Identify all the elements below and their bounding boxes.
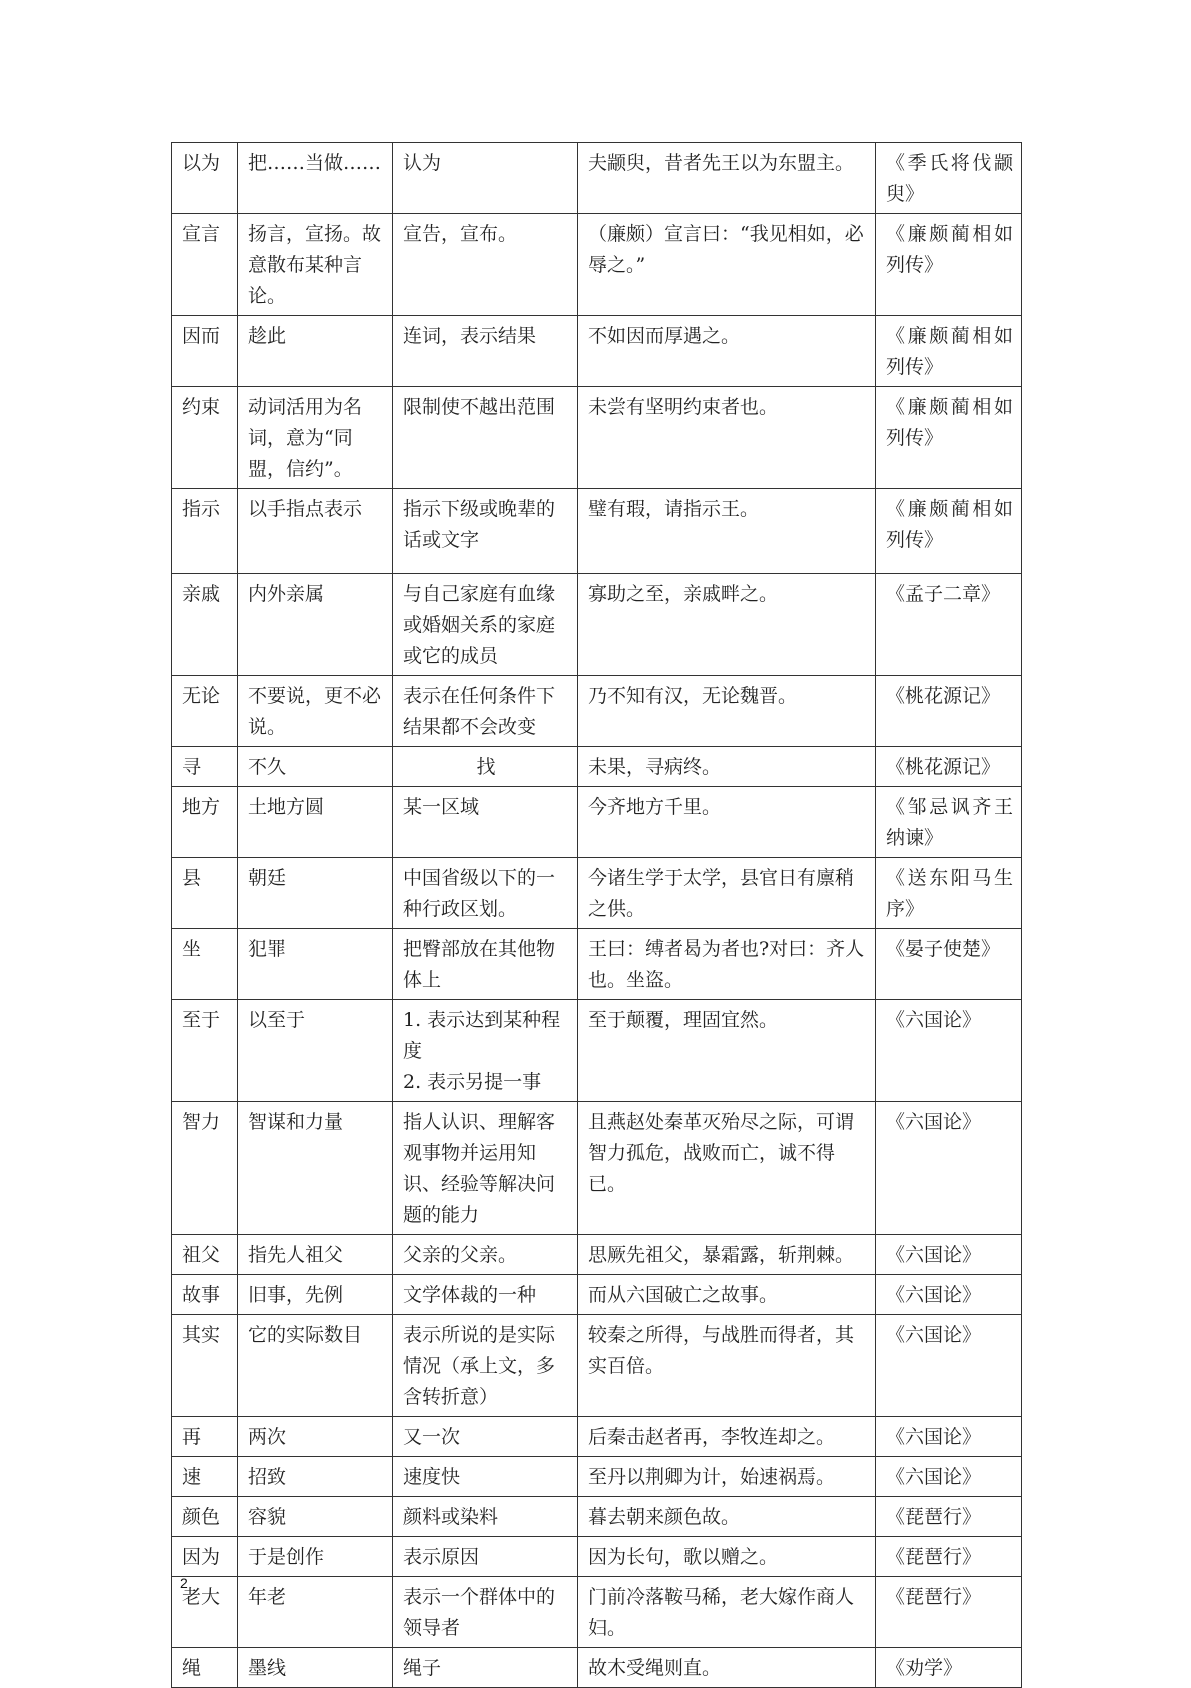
ancient-meaning-cell: 犯罪: [238, 929, 393, 1000]
ancient-meaning-cell: 智谋和力量: [238, 1102, 393, 1235]
ancient-meaning-cell: 容貌: [238, 1497, 393, 1537]
table-row: [172, 1275, 1022, 1315]
source-cell: 《廉颇蔺相如列传》: [876, 316, 1022, 387]
example-sentence-cell: 后秦击赵者再，李牧连却之。: [578, 1417, 876, 1457]
example-sentence-cell: 未果，寻病终。: [578, 747, 876, 787]
example-sentence-cell: 璧有瑕，请指示王。: [578, 489, 876, 574]
example-sentence-cell: 不如因而厚遇之。: [578, 316, 876, 387]
source-cell: 《六国论》: [876, 1417, 1022, 1457]
modern-meaning-cell: 颜料或染料: [393, 1497, 578, 1537]
table-row: [172, 1315, 1022, 1417]
modern-meaning-cell: 绳子: [393, 1648, 578, 1688]
word-cell: 速: [172, 1457, 238, 1497]
modern-meaning-item: 1. 表示达到某种程度: [403, 1009, 561, 1062]
source-cell: 《六国论》: [876, 1000, 1022, 1102]
word-cell: 坐: [172, 929, 238, 1000]
example-sentence-cell: 寡助之至，亲戚畔之。: [578, 574, 876, 676]
word-cell: 县: [172, 858, 238, 929]
table-row: [172, 1235, 1022, 1275]
word-cell: 指示: [172, 489, 238, 574]
word-cell: 祖父: [172, 1235, 238, 1275]
table-row: [172, 1537, 1022, 1577]
example-sentence-cell: （廉颇）宣言曰：“我见相如，必辱之。”: [578, 214, 876, 316]
table-row: [172, 1000, 1022, 1102]
ancient-meaning-cell: 墨线: [238, 1648, 393, 1688]
table-row: [172, 214, 1022, 316]
table-row: [172, 316, 1022, 387]
word-cell: 故事: [172, 1275, 238, 1315]
example-sentence-cell: 较秦之所得，与战胜而得者，其实百倍。: [578, 1315, 876, 1417]
example-sentence-cell: 王曰：缚者曷为者也?对曰：齐人也。坐盗。: [578, 929, 876, 1000]
example-sentence-cell: 故木受绳则直。: [578, 1648, 876, 1688]
example-sentence-cell: 至丹以荆卿为计，始速祸焉。: [578, 1457, 876, 1497]
example-sentence-cell: 而从六国破亡之故事。: [578, 1275, 876, 1315]
modern-meaning-cell: 表示在任何条件下结果都不会改变: [393, 676, 578, 747]
modern-meaning-cell: 与自己家庭有血缘或婚姻关系的家庭或它的成员: [393, 574, 578, 676]
modern-meaning-cell: 表示所说的是实际情况（承上文，多含转折意）: [393, 1315, 578, 1417]
modern-meaning-cell: 连词，表示结果: [393, 316, 578, 387]
source-cell: 《桃花源记》: [876, 676, 1022, 747]
example-sentence-cell: 暮去朝来颜色故。: [578, 1497, 876, 1537]
example-sentence-cell: 未尝有坚明约束者也。: [578, 387, 876, 489]
source-cell: 《琵琶行》: [876, 1497, 1022, 1537]
table-row: [172, 1648, 1022, 1688]
modern-meaning-cell: 文学体裁的一种: [393, 1275, 578, 1315]
word-cell: 再: [172, 1417, 238, 1457]
ancient-meaning-cell: 年老: [238, 1577, 393, 1648]
source-cell: 《廉颇蔺相如列传》: [876, 214, 1022, 316]
ancient-meaning-cell: 指先人祖父: [238, 1235, 393, 1275]
table-row: [172, 574, 1022, 676]
word-cell: 至于: [172, 1000, 238, 1102]
source-cell: 《六国论》: [876, 1275, 1022, 1315]
source-cell: 《六国论》: [876, 1457, 1022, 1497]
source-cell: 《送东阳马生序》: [876, 858, 1022, 929]
example-sentence-cell: 今齐地方千里。: [578, 787, 876, 858]
example-sentence-cell: 乃不知有汉，无论魏晋。: [578, 676, 876, 747]
table-row: [172, 1457, 1022, 1497]
ancient-meaning-cell: 于是创作: [238, 1537, 393, 1577]
word-cell: 宣言: [172, 214, 238, 316]
table-row: [172, 1417, 1022, 1457]
word-cell: 因为: [172, 1537, 238, 1577]
ancient-meaning-cell: 旧事，先例: [238, 1275, 393, 1315]
ancient-meaning-cell: 土地方圆: [238, 787, 393, 858]
source-cell: 《桃花源记》: [876, 747, 1022, 787]
modern-meaning-cell: 找: [393, 747, 578, 787]
modern-meaning-cell: [393, 1000, 578, 1102]
word-cell: 绳: [172, 1648, 238, 1688]
modern-meaning-cell: 中国省级以下的一种行政区划。: [393, 858, 578, 929]
ancient-meaning-cell: 不久: [238, 747, 393, 787]
ancient-meaning-cell: 以手指点表示: [238, 489, 393, 574]
modern-meaning-cell: 表示一个群体中的领导者: [393, 1577, 578, 1648]
source-cell: 《廉颇蔺相如列传》: [876, 387, 1022, 489]
source-cell: 《廉颇蔺相如列传》: [876, 489, 1022, 574]
source-cell: 《邹忌讽齐王纳谏》: [876, 787, 1022, 858]
ancient-meaning-cell: 内外亲属: [238, 574, 393, 676]
source-cell: 《琵琶行》: [876, 1577, 1022, 1648]
word-cell: 约束: [172, 387, 238, 489]
modern-meaning-cell: 某一区域: [393, 787, 578, 858]
modern-meaning-cell: 父亲的父亲。: [393, 1235, 578, 1275]
ancient-meaning-cell: 动词活用为名词，意为“同盟，信约”。: [238, 387, 393, 489]
modern-meaning-cell: 又一次: [393, 1417, 578, 1457]
ancient-meaning-cell: 两次: [238, 1417, 393, 1457]
ancient-meaning-cell: 不要说，更不必说。: [238, 676, 393, 747]
word-cell: 智力: [172, 1102, 238, 1235]
word-cell: 以为: [172, 143, 238, 214]
table-row: [172, 1102, 1022, 1235]
source-cell: 《季氏将伐颛臾》: [876, 143, 1022, 214]
table-row: [172, 929, 1022, 1000]
modern-meaning-cell: 速度快: [393, 1457, 578, 1497]
modern-meaning-cell: 限制使不越出范围: [393, 387, 578, 489]
word-cell: 亲戚: [172, 574, 238, 676]
source-cell: 《晏子使楚》: [876, 929, 1022, 1000]
modern-meaning-cell: 指示下级或晚辈的话或文字: [393, 489, 578, 574]
table-row: [172, 143, 1022, 214]
source-cell: 《六国论》: [876, 1235, 1022, 1275]
modern-meaning-item: 2. 表示另提一事: [403, 1071, 542, 1093]
source-cell: 《六国论》: [876, 1315, 1022, 1417]
ancient-meaning-cell: 趁此: [238, 316, 393, 387]
modern-meaning-cell: 宣告，宣布。: [393, 214, 578, 316]
ancient-meaning-cell: 扬言，宣扬。故意散布某种言论。: [238, 214, 393, 316]
table-row: [172, 747, 1022, 787]
example-sentence-cell: 今诸生学于太学，县官日有廪稍之供。: [578, 858, 876, 929]
source-cell: 《琵琶行》: [876, 1537, 1022, 1577]
word-cell: 颜色: [172, 1497, 238, 1537]
ancient-meaning-cell: 招致: [238, 1457, 393, 1497]
vocabulary-table: [171, 142, 1022, 1688]
word-cell: 老大: [172, 1577, 238, 1648]
word-cell: 寻: [172, 747, 238, 787]
modern-meaning-cell: 把臀部放在其他物体上: [393, 929, 578, 1000]
word-cell: 地方: [172, 787, 238, 858]
ancient-meaning-cell: 它的实际数目: [238, 1315, 393, 1417]
source-cell: 《六国论》: [876, 1102, 1022, 1235]
table-row: [172, 858, 1022, 929]
word-cell: 其实: [172, 1315, 238, 1417]
table-row: [172, 1577, 1022, 1648]
modern-meaning-cell: 认为: [393, 143, 578, 214]
table-row: [172, 489, 1022, 574]
example-sentence-cell: 夫颛臾，昔者先王以为东盟主。: [578, 143, 876, 214]
source-cell: 《孟子二章》: [876, 574, 1022, 676]
page-number: 2: [180, 1575, 188, 1591]
example-sentence-cell: 且燕赵处秦革灭殆尽之际，可谓智力孤危，战败而亡，诚不得已。: [578, 1102, 876, 1235]
table-row: [172, 676, 1022, 747]
example-sentence-cell: 至于颠覆，理固宜然。: [578, 1000, 876, 1102]
ancient-meaning-cell: 以至于: [238, 1000, 393, 1102]
example-sentence-cell: 思厥先祖父，暴霜露，斩荆棘。: [578, 1235, 876, 1275]
modern-meaning-cell: 表示原因: [393, 1537, 578, 1577]
table-row: [172, 787, 1022, 858]
source-cell: 《劝学》: [876, 1648, 1022, 1688]
example-sentence-cell: 门前冷落鞍马稀，老大嫁作商人妇。: [578, 1577, 876, 1648]
ancient-meaning-cell: 把……当做……: [238, 143, 393, 214]
modern-meaning-cell: 指人认识、理解客观事物并运用知识、经验等解决问题的能力: [393, 1102, 578, 1235]
table-row: [172, 387, 1022, 489]
word-cell: 因而: [172, 316, 238, 387]
table-row: [172, 1497, 1022, 1537]
word-cell: 无论: [172, 676, 238, 747]
ancient-meaning-cell: 朝廷: [238, 858, 393, 929]
example-sentence-cell: 因为长句，歌以赠之。: [578, 1537, 876, 1577]
